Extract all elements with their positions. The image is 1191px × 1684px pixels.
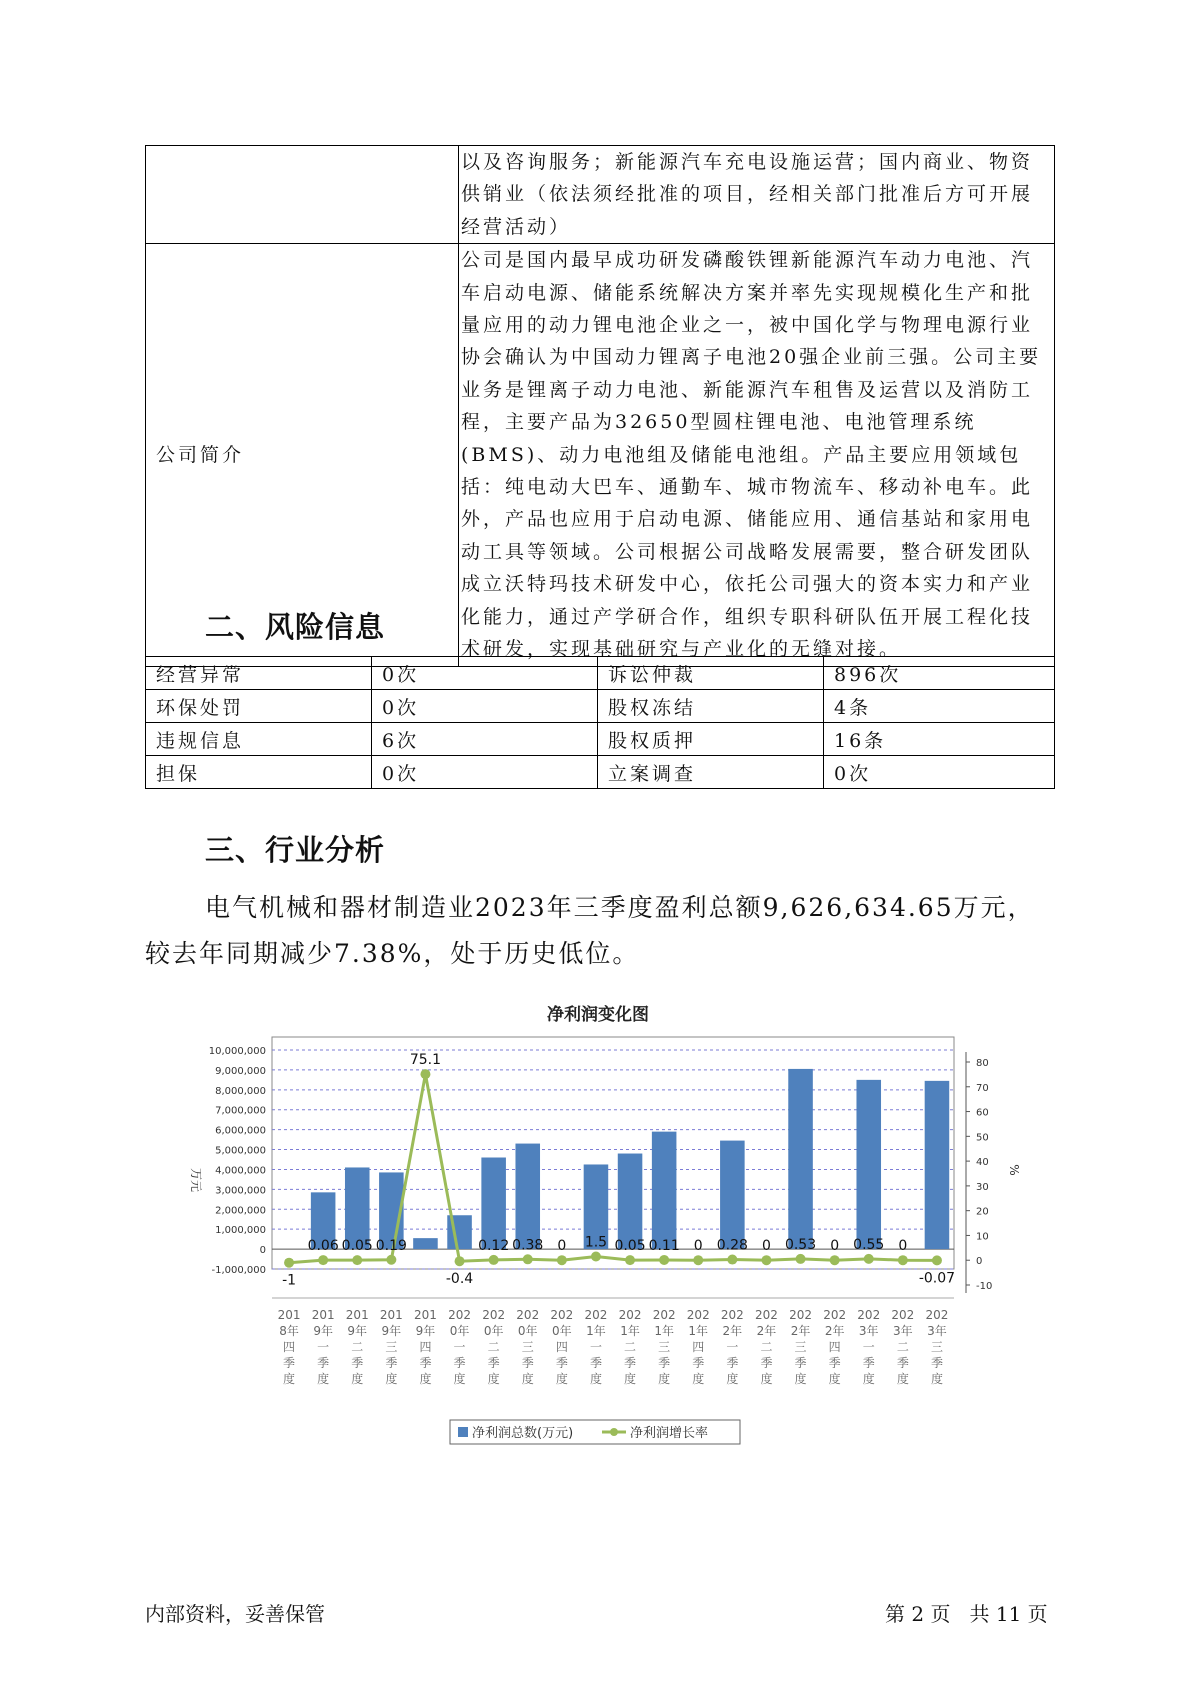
section-title-industry: 三、行业分析: [205, 833, 386, 867]
risk-value: 0次: [372, 657, 598, 690]
risk-label: 环保处罚: [146, 690, 372, 723]
risk-label: 经营异常: [146, 657, 372, 690]
x-tick-label: 202 0年一季度: [448, 1308, 472, 1386]
y-axis-label: 万元: [189, 1167, 203, 1193]
risk-value: 0次: [372, 690, 598, 723]
row-label-empty: [146, 146, 459, 244]
data-label: 0.55: [853, 1236, 885, 1253]
growth-point: [796, 1254, 806, 1264]
bar: [515, 1144, 540, 1250]
footer-page-number: 第 2 页 共 11 页: [885, 1602, 1048, 1626]
growth-point: [386, 1255, 396, 1265]
data-label: 0: [830, 1238, 840, 1255]
data-label: -0.07: [918, 1270, 956, 1287]
x-tick-label: 202 1年一季度: [584, 1308, 608, 1386]
x-tick-label: 202 3年二季度: [891, 1308, 915, 1386]
data-label: 0: [898, 1238, 908, 1255]
bar: [856, 1080, 881, 1249]
y2-tick-label: 30: [976, 1181, 989, 1193]
table-row: [146, 690, 1055, 723]
company-info-table: [145, 145, 1055, 667]
legend-label-bar: 净利润总数(万元): [472, 1426, 574, 1441]
y-tick-label: 7,000,000: [215, 1105, 266, 1117]
growth-point: [932, 1255, 942, 1265]
section-title-risk: 二、风险信息: [205, 610, 386, 644]
x-tick-label: 202 2年三季度: [789, 1308, 813, 1386]
bar: [481, 1158, 506, 1250]
growth-point: [830, 1255, 840, 1265]
table-row: [146, 756, 1055, 789]
data-label: 0: [557, 1238, 567, 1255]
growth-point: [864, 1254, 874, 1264]
business-scope-cell: 以及咨询服务；新能源汽车充电设施运营；国内商业、物资供销业（依法须经批准的项目，经相关部门批准后方可开展经营活动）: [459, 146, 1055, 244]
y2-tick-label: 60: [976, 1107, 989, 1119]
x-tick-label: 201 8年四季度: [277, 1308, 301, 1386]
y-tick-label: 8,000,000: [215, 1085, 266, 1097]
data-label: 0.05: [341, 1238, 373, 1255]
risk-value: 896次: [824, 657, 1055, 690]
risk-label: 股权冻结: [598, 690, 824, 723]
y2-tick-label: -10: [976, 1281, 993, 1292]
y-tick-label: 10,000,000: [208, 1046, 266, 1057]
risk-value: 4条: [824, 690, 1055, 723]
growth-point: [420, 1069, 430, 1079]
industry-paragraph: 电气机械和器材制造业2023年三季度盈利总额9,626,634.65万元，较去年同期减少7.38%，处于历史低位。: [145, 893, 1035, 968]
data-label: 0.19: [375, 1237, 407, 1254]
y-tick-label: 1,000,000: [215, 1225, 266, 1237]
bar: [413, 1238, 438, 1249]
data-label: 1.5: [584, 1234, 608, 1251]
data-label: 0.28: [716, 1237, 748, 1254]
growth-point: [761, 1255, 771, 1265]
risk-label: 股权质押: [598, 723, 824, 756]
x-tick-label: 201 9年三季度: [379, 1308, 403, 1386]
company-intro-label: 公司简介: [146, 244, 459, 666]
legend-swatch-bar: [458, 1427, 468, 1437]
data-label: 0: [761, 1238, 771, 1255]
growth-point: [898, 1255, 908, 1265]
data-label: 75.1: [409, 1052, 442, 1069]
x-tick-label: 201 9年一季度: [311, 1308, 335, 1386]
y2-tick-label: 70: [976, 1082, 989, 1094]
y2-tick-label: 50: [976, 1132, 989, 1144]
risk-value: 0次: [824, 756, 1055, 789]
x-tick-label: 202 2年一季度: [720, 1308, 744, 1386]
growth-point: [625, 1255, 635, 1265]
bar: [788, 1069, 813, 1249]
data-label: 0.38: [512, 1237, 544, 1254]
x-tick-label: 201 9年二季度: [345, 1308, 369, 1386]
y-tick-label: 2,000,000: [215, 1205, 266, 1217]
table-row: [146, 146, 1055, 244]
y2-axis-label: %: [1007, 1164, 1021, 1176]
table-row: [146, 244, 1055, 666]
x-tick-label: 202 1年二季度: [618, 1308, 642, 1386]
data-label: 0.53: [784, 1236, 817, 1253]
bar: [618, 1154, 643, 1250]
growth-point: [557, 1255, 567, 1265]
chart-legend: [450, 1420, 740, 1444]
y-tick-label: 4,000,000: [215, 1165, 266, 1177]
y-tick-label: -1,000,000: [211, 1265, 266, 1276]
x-tick-label: 202 1年四季度: [686, 1308, 710, 1386]
table-row: [146, 723, 1055, 756]
risk-value: 16条: [824, 723, 1055, 756]
footer-left: 内部资料，妥善保管: [145, 1602, 325, 1626]
bar: [925, 1081, 950, 1249]
y-tick-label: 0: [259, 1245, 266, 1257]
risk-value: 0次: [372, 756, 598, 789]
growth-point: [455, 1256, 465, 1266]
y-tick-label: 6,000,000: [215, 1125, 266, 1137]
x-tick-label: 202 1年三季度: [652, 1308, 676, 1386]
growth-point: [489, 1255, 499, 1265]
y2-tick-label: 20: [976, 1206, 989, 1218]
x-tick-label: 202 2年二季度: [754, 1308, 778, 1386]
table-row: [146, 657, 1055, 690]
growth-point: [591, 1252, 601, 1262]
bar: [345, 1167, 370, 1249]
growth-point: [727, 1255, 737, 1265]
net-profit-chart: [180, 995, 1030, 1455]
legend-label-line: 净利润增长率: [630, 1426, 709, 1441]
growth-point: [693, 1255, 703, 1265]
risk-label: 担保: [146, 756, 372, 789]
y2-tick-label: 0: [976, 1256, 983, 1268]
growth-point: [659, 1255, 669, 1265]
x-tick-label: 202 0年二季度: [482, 1308, 506, 1386]
data-label: 0: [693, 1238, 703, 1255]
data-label: -0.4: [445, 1271, 474, 1288]
growth-point: [318, 1255, 328, 1265]
risk-label: 立案调查: [598, 756, 824, 789]
y2-tick-label: 10: [976, 1231, 989, 1243]
y-tick-label: 3,000,000: [215, 1185, 266, 1197]
x-tick-label: 201 9年四季度: [413, 1308, 437, 1386]
x-tick-label: 202 0年四季度: [550, 1308, 574, 1386]
data-label: 0.05: [614, 1238, 646, 1255]
bar: [652, 1132, 677, 1249]
y-tick-label: 5,000,000: [215, 1145, 266, 1157]
risk-value: 6次: [372, 723, 598, 756]
chart-title: 净利润变化图: [547, 1005, 649, 1025]
legend-swatch-marker: [610, 1428, 618, 1436]
growth-point: [352, 1255, 362, 1265]
y2-tick-label: 80: [976, 1058, 989, 1069]
bar: [720, 1141, 745, 1250]
risk-label: 诉讼仲裁: [598, 657, 824, 690]
growth-point: [523, 1254, 533, 1264]
x-tick-label: 202 0年三季度: [516, 1308, 540, 1386]
risk-label: 违规信息: [146, 723, 372, 756]
y2-tick-label: 40: [976, 1157, 989, 1169]
company-intro-text: 公司是国内最早成功研发磷酸铁锂新能源汽车动力电池、汽车启动电源、储能系统解决方案并率先实现规模化生产和批量应用的动力锂电池企业之一，被中国化学与物理电源行业协会确认为中国动力锂离子电池20强企业前三强。公司主要业务是锂离子动力电池、新能源汽车租售及运营以及消防工程，主要产品为32650型圆柱锂电池、电池管理系统(BMS)、动力电池组及储能电池组。产品主要应用领域包括：纯电动大巴车、通勤车、城市物流车、移动补电车。此外，产品也应用于启动电源、储能应用、通信基站和家用电动工具等领域。公司根据公司战略发展需要，整合研发团队成立沃特玛技术研发中心，依托公司强大的资本实力和产业化能力，通过产学研合作，组织专职科研队伍开展工程化技术研发，实现基础研究与产业化的无缝对接。: [459, 244, 1055, 666]
growth-point: [284, 1258, 294, 1268]
data-label: 0.11: [648, 1237, 680, 1254]
risk-table: [145, 656, 1055, 789]
y-tick-label: 9,000,000: [215, 1065, 266, 1077]
plot-area: [272, 1037, 954, 1269]
x-tick-label: 202 3年三季度: [925, 1308, 949, 1386]
data-label: 0.06: [307, 1238, 339, 1255]
x-tick-label: 202 3年一季度: [857, 1308, 881, 1386]
data-label: 0.12: [478, 1237, 510, 1254]
x-tick-label: 202 2年四季度: [823, 1308, 847, 1386]
data-label: -1: [282, 1272, 297, 1289]
